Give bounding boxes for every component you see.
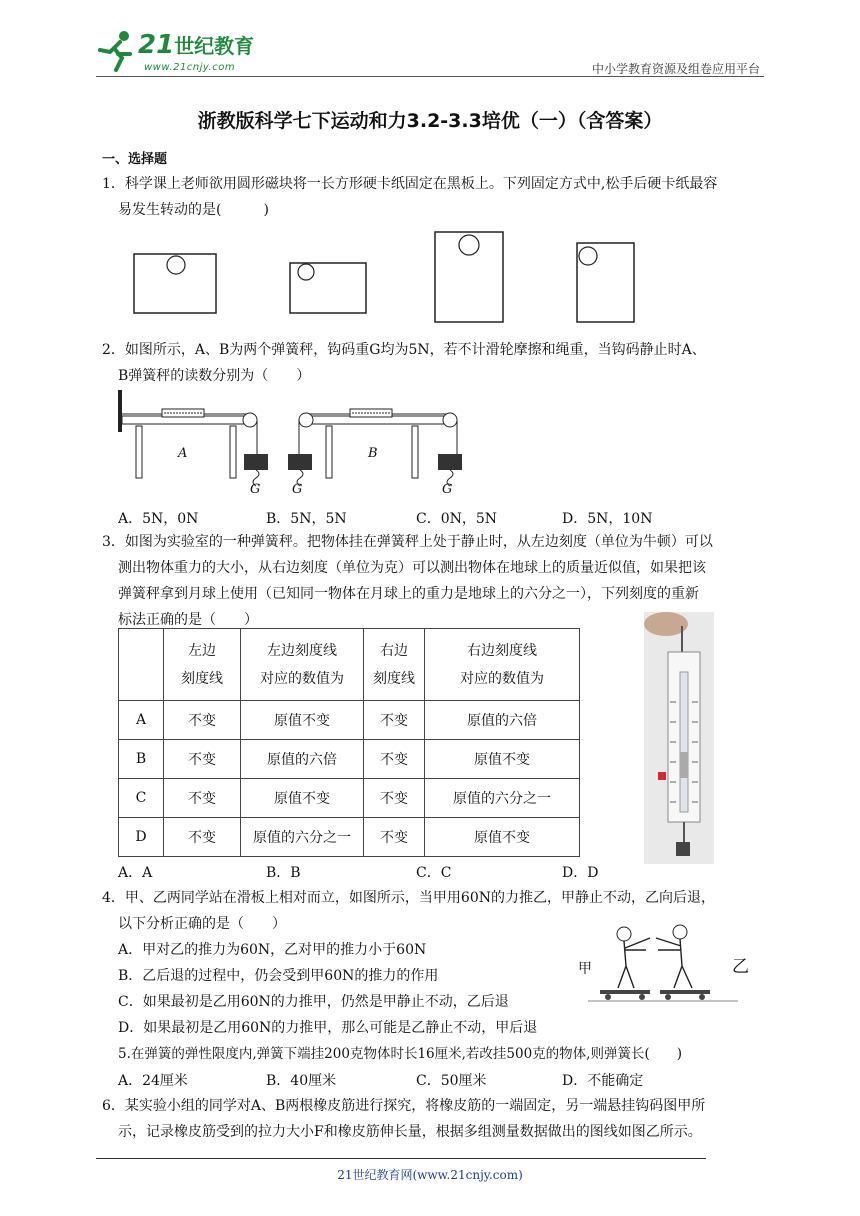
q1-fig-c-magnet [459,235,479,255]
table-row [119,818,580,857]
q2-label-a: A [178,446,188,461]
header-platform-text: 中小学教育资源及组卷应用平台 [591,62,760,76]
q5-option-d: D．不能确定 [562,1073,644,1089]
q3-cell: 原值不变 [241,701,364,740]
q4-line1: 4．甲、乙两同学站在滑板上相对而立，如图所示，当甲用60N的力推乙，甲静止不动，乙向后退， [102,890,715,906]
q3-line1: 3．如图为实验室的一种弹簧秤。把物体挂在弹簧秤上处于静止时，从左边刻度（单位为牛顿）可以 [102,534,713,550]
q1-line1: 1．科学课上老师欲用圆形磁块将一长方形硬卡纸固定在黑板上。下列固定方式中,松手后硬卡纸最容 [102,176,718,192]
logo-text: 世纪教育 [174,34,255,58]
q3-option-c: C．C [416,865,452,881]
page-title: 浙教版科学七下运动和力3.2-3.3培优（一）（含答案） [197,110,663,132]
q3-th-4: 右边刻度线 对应的数值为 [425,629,580,701]
q3-cell: 不变 [364,740,425,779]
q3-cell: 不变 [164,701,241,740]
spring-scale-photo [644,612,714,864]
q3-cell: 原值的六倍 [425,701,580,740]
q3-cell: 不变 [364,779,425,818]
q6-line1: 6．某实验小组的同学对A、B两根橡皮筋进行探究，将橡皮筋的一端固定，另一端悬挂钩码图甲所 [102,1098,706,1114]
q3-line4: 标法正确的是（ ） [118,612,258,628]
q2-label-g1: G [250,482,261,497]
runner-logo-icon [96,28,136,72]
q2-option-a: A．5N，0N [118,511,199,527]
q1-fig-a-magnet [167,256,185,274]
footer-link[interactable]: 21世纪教育网(www.21cnjy.com) [337,1168,523,1182]
q4-skateboard-figure [588,916,744,1004]
q3-th-0 [119,629,164,701]
q4-label-yi: 乙 [732,957,749,977]
q3-th-2: 左边刻度线 对应的数值为 [241,629,364,701]
q2-option-b: B．5N，5N [266,511,347,527]
q5-option-c: C．50厘米 [416,1073,487,1089]
q3-th-3: 右边 刻度线 [364,629,425,701]
q3-cell: 原值不变 [425,740,580,779]
q3-cell: B [119,740,164,779]
q2-label-b: B [368,446,378,461]
q1-fig-d-magnet [579,247,597,265]
q4-option-a: A．甲对乙的推力为60N，乙对甲的推力小于60N [118,942,427,958]
q3-cell: A [119,701,164,740]
table-row [119,701,580,740]
q5-option-a: A．24厘米 [118,1073,188,1089]
q4-option-d: D．如果最初是乙用60N的力推甲，那么可能是乙静止不动，甲后退 [118,1020,538,1036]
q2-line2: B弹簧秤的读数分别为（ ） [118,368,311,384]
q3-line3: 弹簧秤拿到月球上使用（已知同一物体在月球上的重力是地球上的六分之一），下列刻度的重新 [118,586,699,602]
q2-label-g2: G [292,482,303,497]
q3-cell: 不变 [364,701,425,740]
q3-option-a: A．A [118,865,153,881]
q1-fig-d [577,243,634,322]
logo-number: 21 [138,30,175,60]
q1-fig-b-magnet [298,264,314,280]
q6-line2: 示，记录橡皮筋受到的拉力大小F和橡皮筋伸长量，根据多组测量数据做出的图线如图乙所示。 [118,1124,702,1140]
q3-table [118,628,580,857]
q3-th-1: 左边 刻度线 [164,629,241,701]
q2-option-c: C．0N，5N [416,511,498,527]
q3-cell: 原值不变 [425,818,580,857]
q2-line1: 2．如图所示，A、B为两个弹簧秤，钩码重G均为5N，若不计滑轮摩擦和绳重，当钩码静止时A、 [102,342,706,358]
q3-table-header-row [119,629,580,701]
q3-cell: 原值的六倍 [241,740,364,779]
q4-option-b: B．乙后退的过程中，仍会受到甲60N的推力的作用 [118,968,439,984]
table-row [119,779,580,818]
q4-label-jia: 甲 [578,961,592,977]
q3-cell: 原值不变 [241,779,364,818]
footer-divider [96,1158,706,1159]
q4-line2: 以下分析正确的是（ ） [118,916,286,932]
q3-option-b: B．B [266,865,301,881]
q2-option-d: D．5N，10N [562,511,653,527]
q1-fig-a [134,254,216,313]
q5-option-b: B．40厘米 [266,1073,337,1089]
q3-cell: D [119,818,164,857]
q3-cell: 不变 [164,779,241,818]
q3-cell: 原值的六分之一 [241,818,364,857]
q1-line2: 易发生转动的是( ) [118,202,269,218]
q2-label-g3: G [442,482,453,497]
q3-cell: 原值的六分之一 [425,779,580,818]
q3-cell: C [119,779,164,818]
q3-line2: 测出物体重力的大小，从右边刻度（单位为克）可以测出物体在地球上的质量近似值，如果把该 [118,560,706,576]
q1-figures [120,225,650,330]
q3-cell: 不变 [364,818,425,857]
header-divider [96,76,764,77]
q3-option-d: D．D [562,865,599,881]
q3-cell: 不变 [164,740,241,779]
table-row [119,740,580,779]
q4-option-c: C．如果最初是乙用60N的力推甲，仍然是甲静止不动，乙后退 [118,994,509,1010]
logo-url: www.21cnjy.com [144,62,236,73]
q3-cell: 不变 [164,818,241,857]
q1-fig-c [435,232,503,322]
q5-line1: 5.在弹簧的弹性限度内,弹簧下端挂200克物体时长16厘米,若改挂500克的物体,则弹簧长( ) [118,1046,682,1062]
q1-fig-b [290,263,366,313]
section-heading: 一、选择题 [102,152,168,167]
